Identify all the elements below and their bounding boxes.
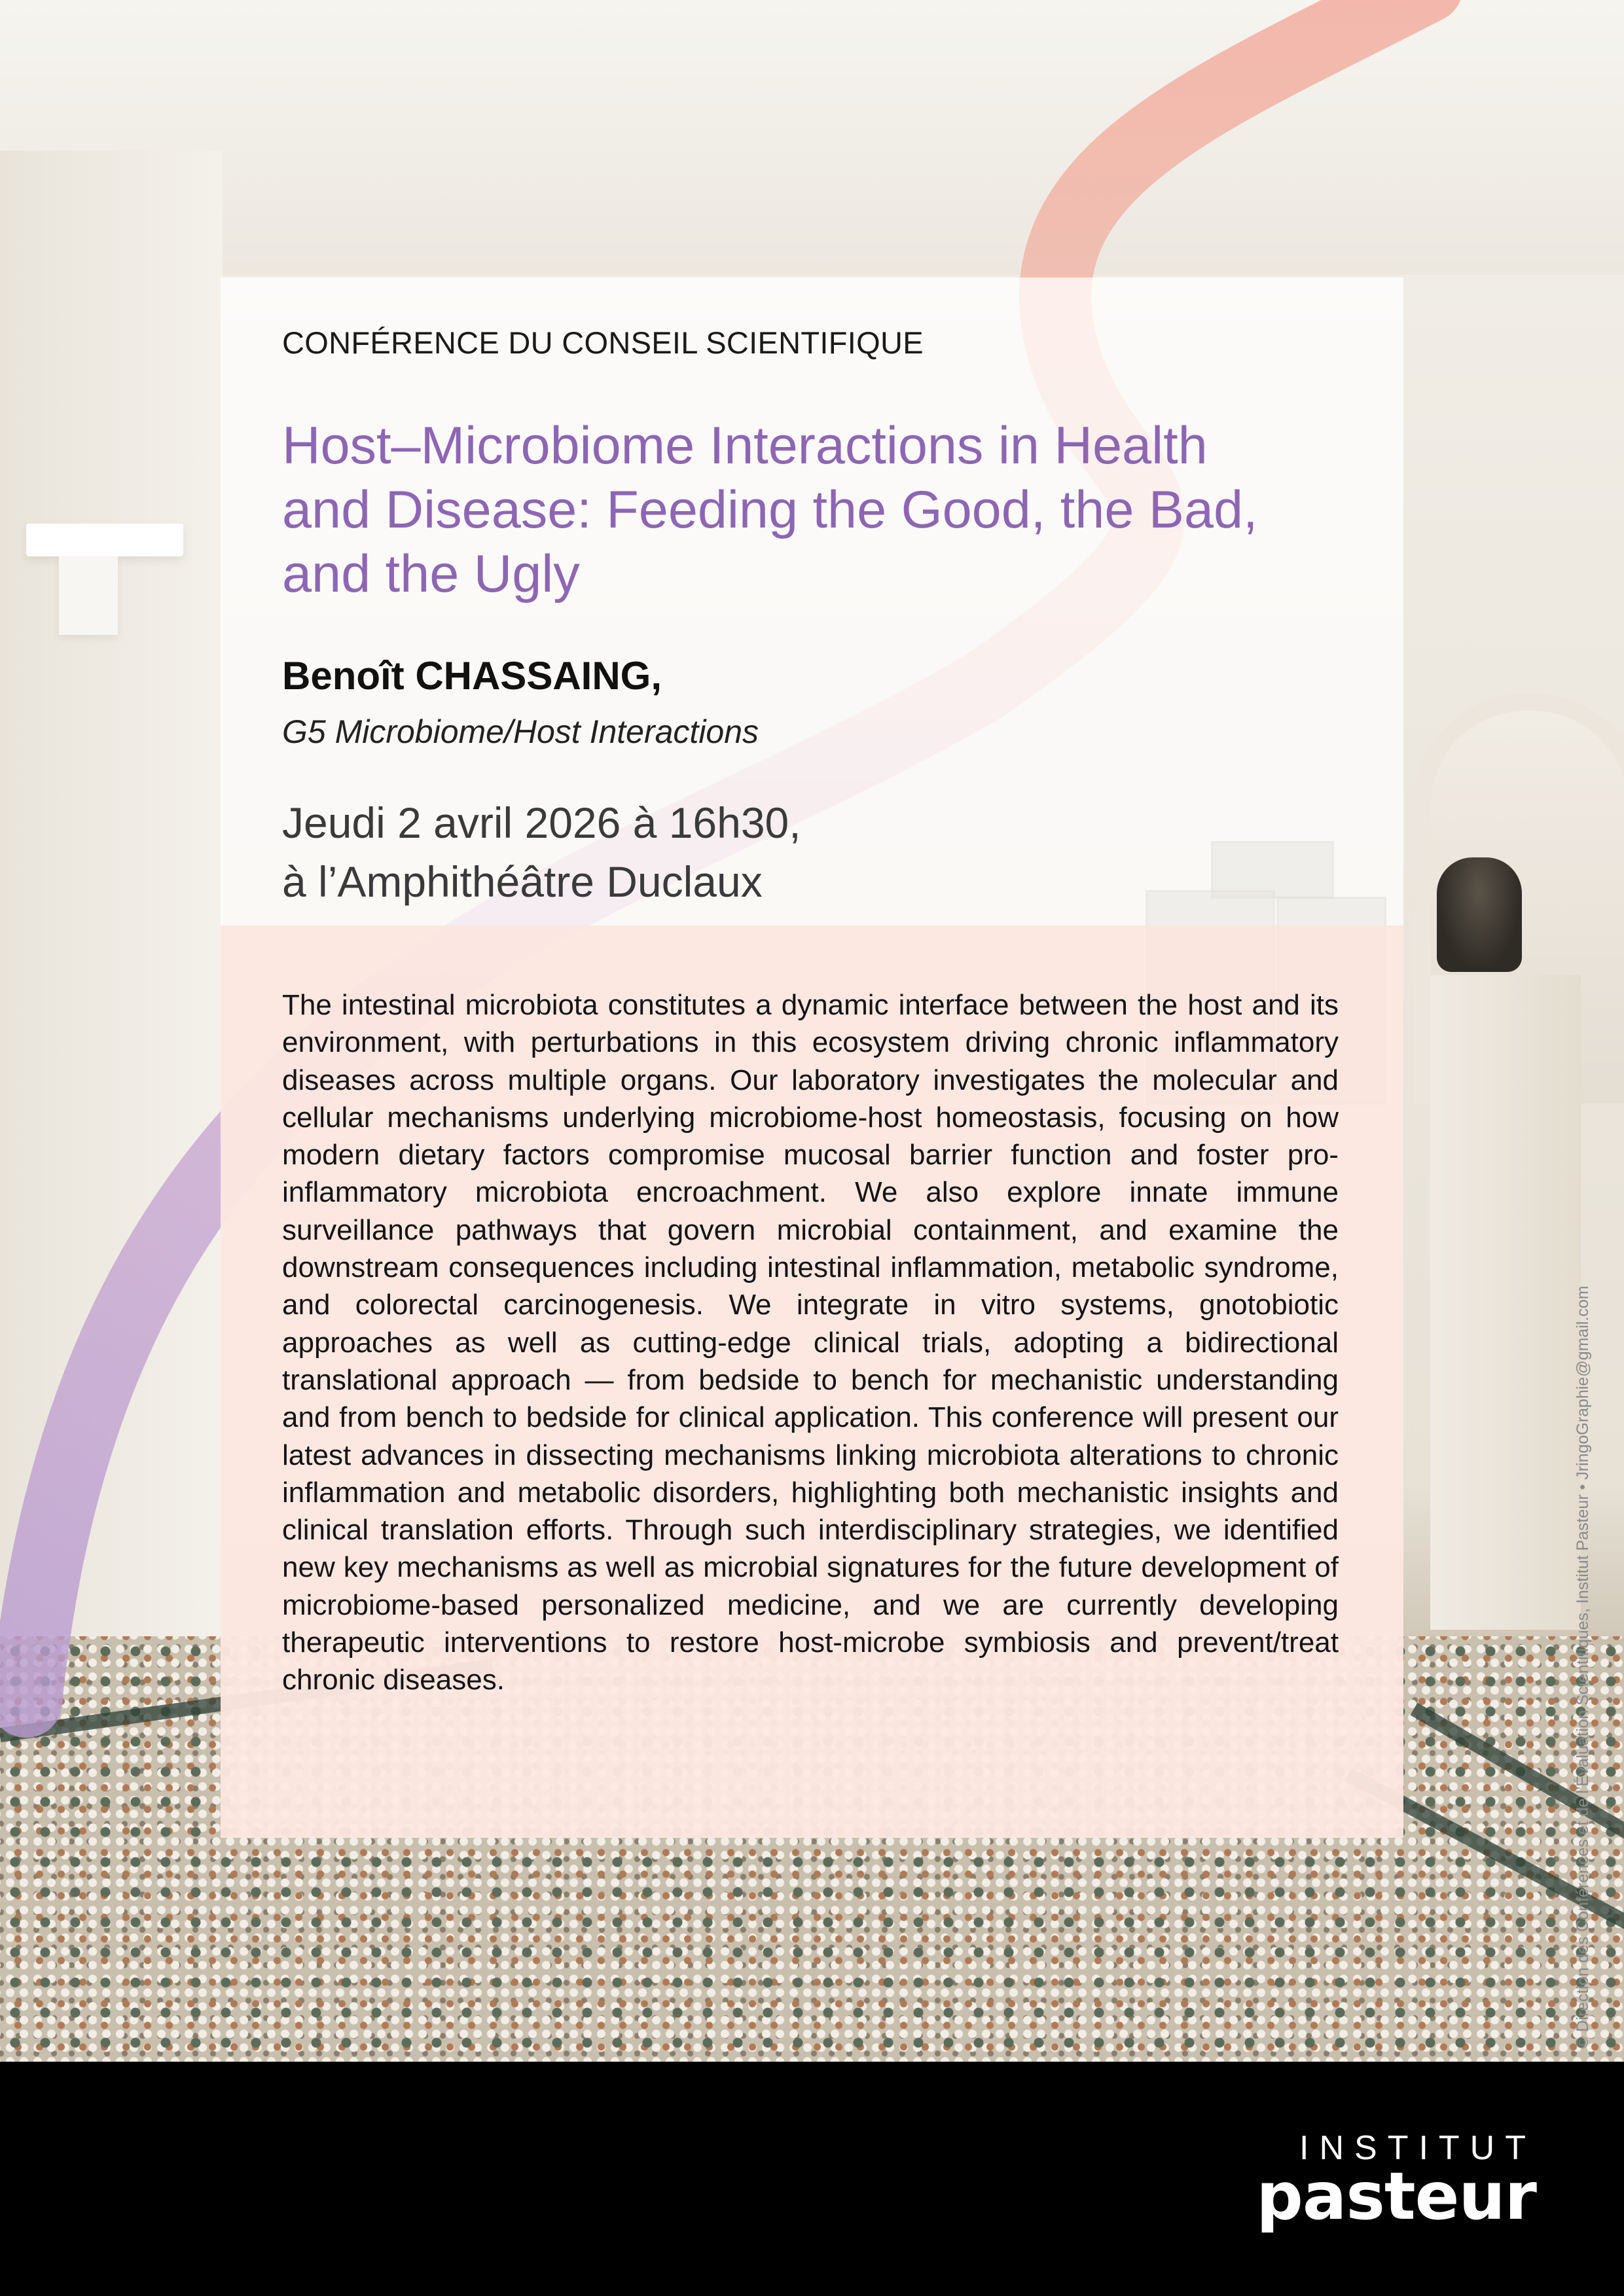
event-venue: à l’Amphithéâtre Duclaux bbox=[282, 857, 763, 906]
conference-series-label: CONFÉRENCE DU CONSEIL SCIENTIFIQUE bbox=[282, 325, 924, 360]
talk-title: Host–Microbiome Interactions in Health and Disease: Feeding the Good, the Bad, and the Ugly bbox=[282, 416, 1258, 603]
institut-pasteur-logo bbox=[1256, 2128, 1555, 2234]
logo-wordmark-top: INSTITUT bbox=[1299, 2129, 1536, 2167]
speaker-name: Benoît CHASSAING, bbox=[282, 654, 662, 698]
event-datetime bbox=[282, 793, 1264, 911]
talk-abstract: The intestinal microbiota constitutes a dynamic interface between the host and its environment, with perturbations in this ecosystem driving chronic inflammatory diseases across multiple organs. Our laboratory investigates the molecular and cellular mechanisms underlying microbiome-host homeostasis, focusing on how modern dietary factors compromise mucosal barrier function and foster pro-inflammatory microbiota encroachment. We also explore innate immune surveillance pathways that govern microbial containment, and examine the downstream consequences including intestinal inflammation, metabolic syndrome, and colorectal carcinogenesis. We integrate in vitro systems, gnotobiotic approaches as well as cutting-edge clinical trials, adopting a bidirectional translational approach — from bedside to bench for mechanistic understanding and from bench to bedside for clinical application. This conference will present our latest advances in dissecting mechanisms linking microbiota alterations to chronic inflammation and metabolic disorders, highlighting both mechanistic insights and clinical translation efforts. Through such interdisciplinary strategies, we identified new key mechanisms as well as microbial signatures for the future development of microbiome-based personalized medicine, and we are currently developing therapeutic interventions to restore host-microbe symbiosis and prevent/treat chronic diseases. bbox=[282, 989, 1339, 1696]
photo-credit: © Direction des Conférences et de l’Évaluation Scientifiques, Institut Pasteur • JringoGraphie@gmail.com bbox=[1574, 1285, 1592, 2049]
logo-wordmark-bottom: pasteur bbox=[1256, 2158, 1536, 2234]
event-date-time: Jeudi 2 avril 2026 à 16h30, bbox=[282, 798, 801, 847]
speaker-team: G5 Microbiome/Host Interactions bbox=[282, 713, 759, 750]
